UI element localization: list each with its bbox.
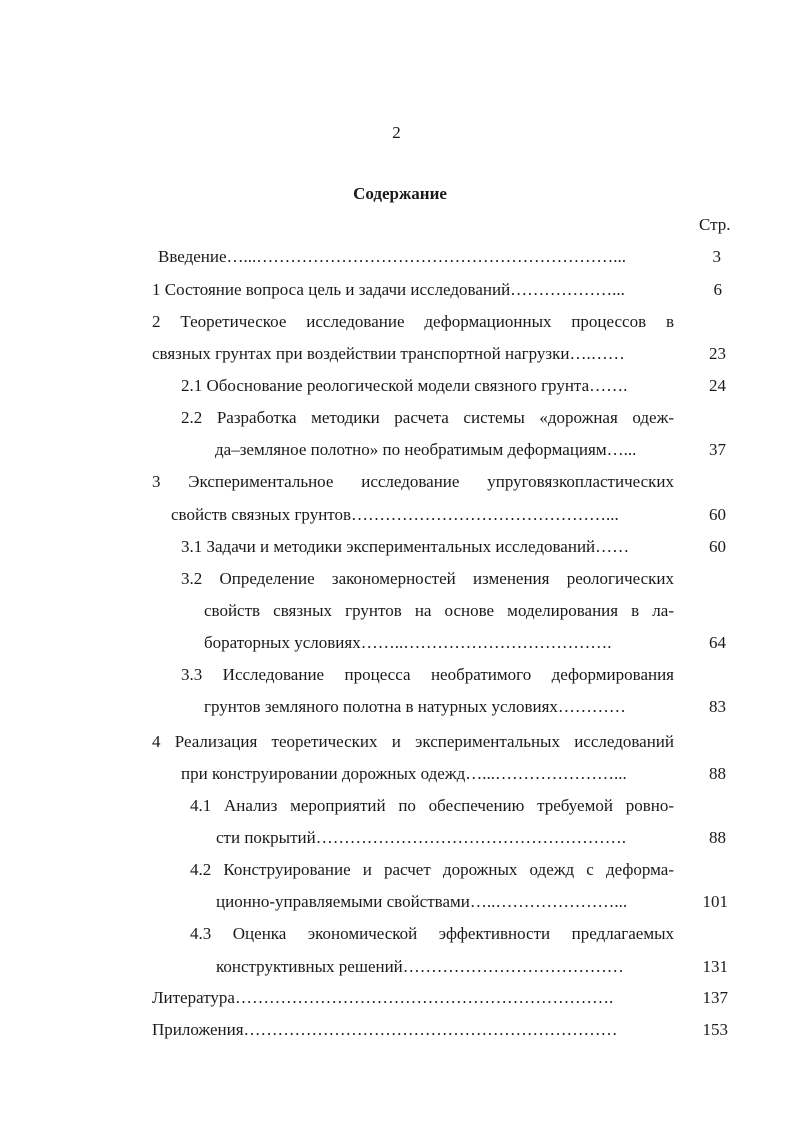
toc-entry-text: 4.1 Анализ мероприятий по обеспечению требуемой ровно-	[190, 796, 674, 815]
toc-entry-4-2	[190, 858, 674, 882]
toc-entry-4-3	[190, 922, 674, 946]
toc-entry-text: 3 Экспериментальное исследование упруговязкопластических	[152, 472, 674, 491]
toc-entry-page: 3	[712, 247, 721, 266]
toc-entry-references	[152, 986, 728, 1010]
toc-entry-page: 153	[702, 1020, 728, 1039]
toc-entry-text: 3.1 Задачи и методики экспериментальных исследований……	[181, 537, 630, 556]
toc-entry-3-3	[181, 663, 674, 687]
toc-entry-text: Литература………………………………………………………….	[152, 988, 614, 1007]
toc-entry-text: конструктивных решений…………………………………	[216, 957, 624, 976]
toc-entry-text: 2.2 Разработка методики расчета системы «дорожная одеж-	[181, 408, 674, 427]
toc-entry-page: 88	[709, 828, 726, 847]
toc-entry-text: 2 Теоретическое исследование деформационных процессов в	[152, 312, 674, 331]
toc-entry-3-3-cont	[204, 695, 726, 719]
toc-entry-3	[152, 470, 674, 494]
page-column-header: Стр.	[699, 215, 731, 234]
toc-entry-page: 23	[709, 344, 726, 363]
toc-entry-4-2-cont	[216, 890, 728, 914]
toc-entry-text: связных грунтах при воздействии транспортной нагрузки….……	[152, 344, 625, 363]
toc-entry-text: да–земляное полотно» по необратимым деформациям…...	[215, 440, 637, 459]
toc-entry-3-2-cont2	[204, 631, 726, 655]
toc-entry-page: 101	[702, 892, 728, 911]
toc-entry-4	[152, 730, 674, 754]
toc-entry-introduction	[158, 245, 730, 269]
toc-entry-text: ционно-управляемыми свойствами…..…………………...	[216, 892, 628, 911]
toc-entry-page: 83	[709, 697, 726, 716]
toc-entry-text: 3.2 Определение закономерностей изменения реологических	[181, 569, 674, 588]
toc-entry-text: грунтов земляного полотна в натурных условиях…………	[204, 697, 626, 716]
toc-entry-4-3-cont	[216, 955, 728, 979]
toc-title: Содержание	[353, 184, 447, 203]
toc-entry-3-2	[181, 567, 674, 591]
toc-entry-4-cont	[181, 762, 726, 786]
toc-entry-4-1-cont	[216, 826, 726, 850]
toc-entry-text: Введение…...………………………………………………………...	[158, 247, 627, 266]
page-number: 2	[392, 123, 401, 142]
toc-entry-text: бораторных условиях……..……………………………….	[204, 633, 612, 652]
toc-entry-page: 137	[702, 988, 728, 1007]
toc-entry-4-1	[190, 794, 674, 818]
toc-entry-page: 24	[709, 376, 726, 395]
toc-entry-2	[152, 310, 674, 334]
toc-entry-page: 6	[713, 280, 722, 299]
toc-entry-text: 2.1 Обоснование реологической модели связного грунта…….	[181, 376, 628, 395]
toc-entry-text: 3.3 Исследование процесса необратимого деформирования	[181, 665, 674, 684]
toc-entry-text: 4 Реализация теоретических и экспериментальных исследований	[152, 732, 674, 751]
toc-entry-text: 4.3 Оценка экономической эффективности предлагаемых	[190, 924, 674, 943]
toc-entry-3-cont	[171, 503, 726, 527]
toc-entry-text: Приложения…………………………………………………………	[152, 1020, 618, 1039]
toc-entry-text: сти покрытий……………………………………………….	[216, 828, 626, 847]
toc-entry-2-1	[181, 374, 726, 398]
toc-entry-appendices	[152, 1018, 728, 1042]
toc-entry-page: 131	[702, 957, 728, 976]
toc-entry-1	[152, 278, 722, 302]
toc-entry-text: 1 Состояние вопроса цель и задачи исследований………………...	[152, 280, 625, 299]
toc-entry-page: 37	[709, 440, 726, 459]
toc-entry-page: 88	[709, 764, 726, 783]
toc-entry-3-2-cont	[204, 599, 674, 623]
toc-entry-page: 64	[709, 633, 726, 652]
toc-entry-text: свойств связных грунтов………………………………………...	[171, 505, 619, 524]
toc-entry-2-cont	[152, 342, 726, 366]
toc-entry-text: свойств связных грунтов на основе моделирования в ла-	[204, 601, 674, 620]
toc-entry-text: 4.2 Конструирование и расчет дорожных одежд с деформа-	[190, 860, 674, 879]
toc-entry-page: 60	[709, 505, 726, 524]
toc-entry-page: 60	[709, 537, 726, 556]
toc-entry-2-2-cont	[215, 438, 726, 462]
toc-entry-3-1	[181, 535, 726, 559]
toc-entry-2-2	[181, 406, 674, 430]
toc-entry-text: при конструировании дорожных одежд…...…………………...	[181, 764, 627, 783]
